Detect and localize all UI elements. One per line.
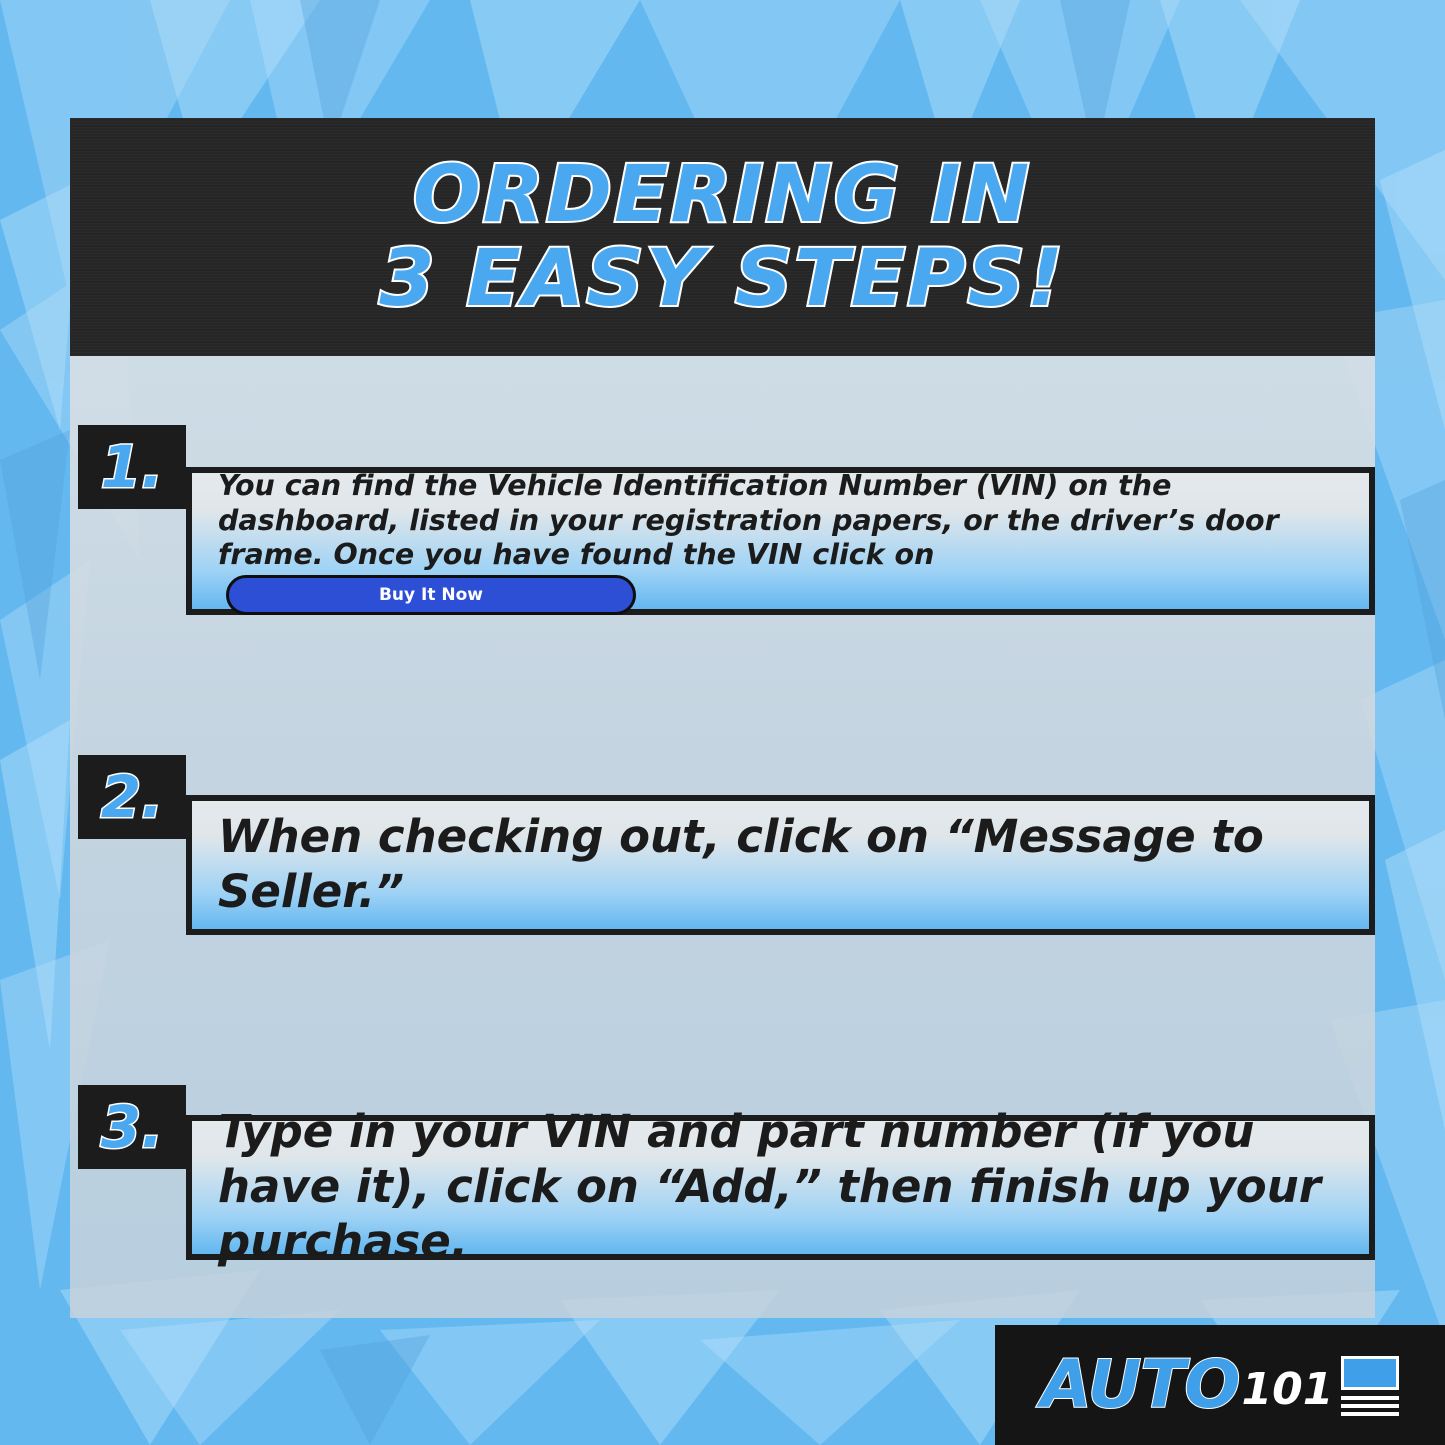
brand-logo-name: AUTO xyxy=(1040,1345,1240,1423)
brand-logo xyxy=(995,1325,1445,1445)
step-3-number: 3. xyxy=(100,1093,164,1161)
step-1-number-badge xyxy=(78,425,186,509)
step-1-number: 1. xyxy=(100,433,164,501)
step-2-text: When checking out, click on “Message to Seller.” xyxy=(218,810,1264,918)
step-2 xyxy=(78,755,1375,935)
step-3-number-badge xyxy=(78,1085,186,1169)
step-2-number-badge xyxy=(78,755,186,839)
buy-it-now-button[interactable]: Buy It Now xyxy=(226,575,636,615)
step-2-box xyxy=(186,795,1375,935)
step-3-box xyxy=(186,1105,1375,1268)
step-1-text: You can find the Vehicle Identification Number (VIN) on the dashboard, listed in your registration papers, or the driver’s door frame. Once you have found the VIN click on xyxy=(218,468,1279,572)
step-1-body xyxy=(192,469,1369,613)
step-3-text: Type in your VIN and part number (if you have it), click on “Add,” then finish up your purchase. xyxy=(218,1105,1321,1268)
brand-logo-inner xyxy=(1040,1345,1400,1423)
header-banner xyxy=(70,118,1375,356)
step-1 xyxy=(78,425,1375,615)
header-title-line-1: ORDERING IN xyxy=(413,149,1032,240)
brand-logo-mark-icon xyxy=(1341,1356,1399,1414)
header-title-line-2: 3 EASY STEPS! xyxy=(379,234,1066,324)
step-3 xyxy=(78,1085,1375,1268)
step-2-number: 2. xyxy=(100,763,164,831)
brand-logo-suffix: 101 xyxy=(1241,1364,1334,1416)
step-1-box xyxy=(186,467,1375,615)
